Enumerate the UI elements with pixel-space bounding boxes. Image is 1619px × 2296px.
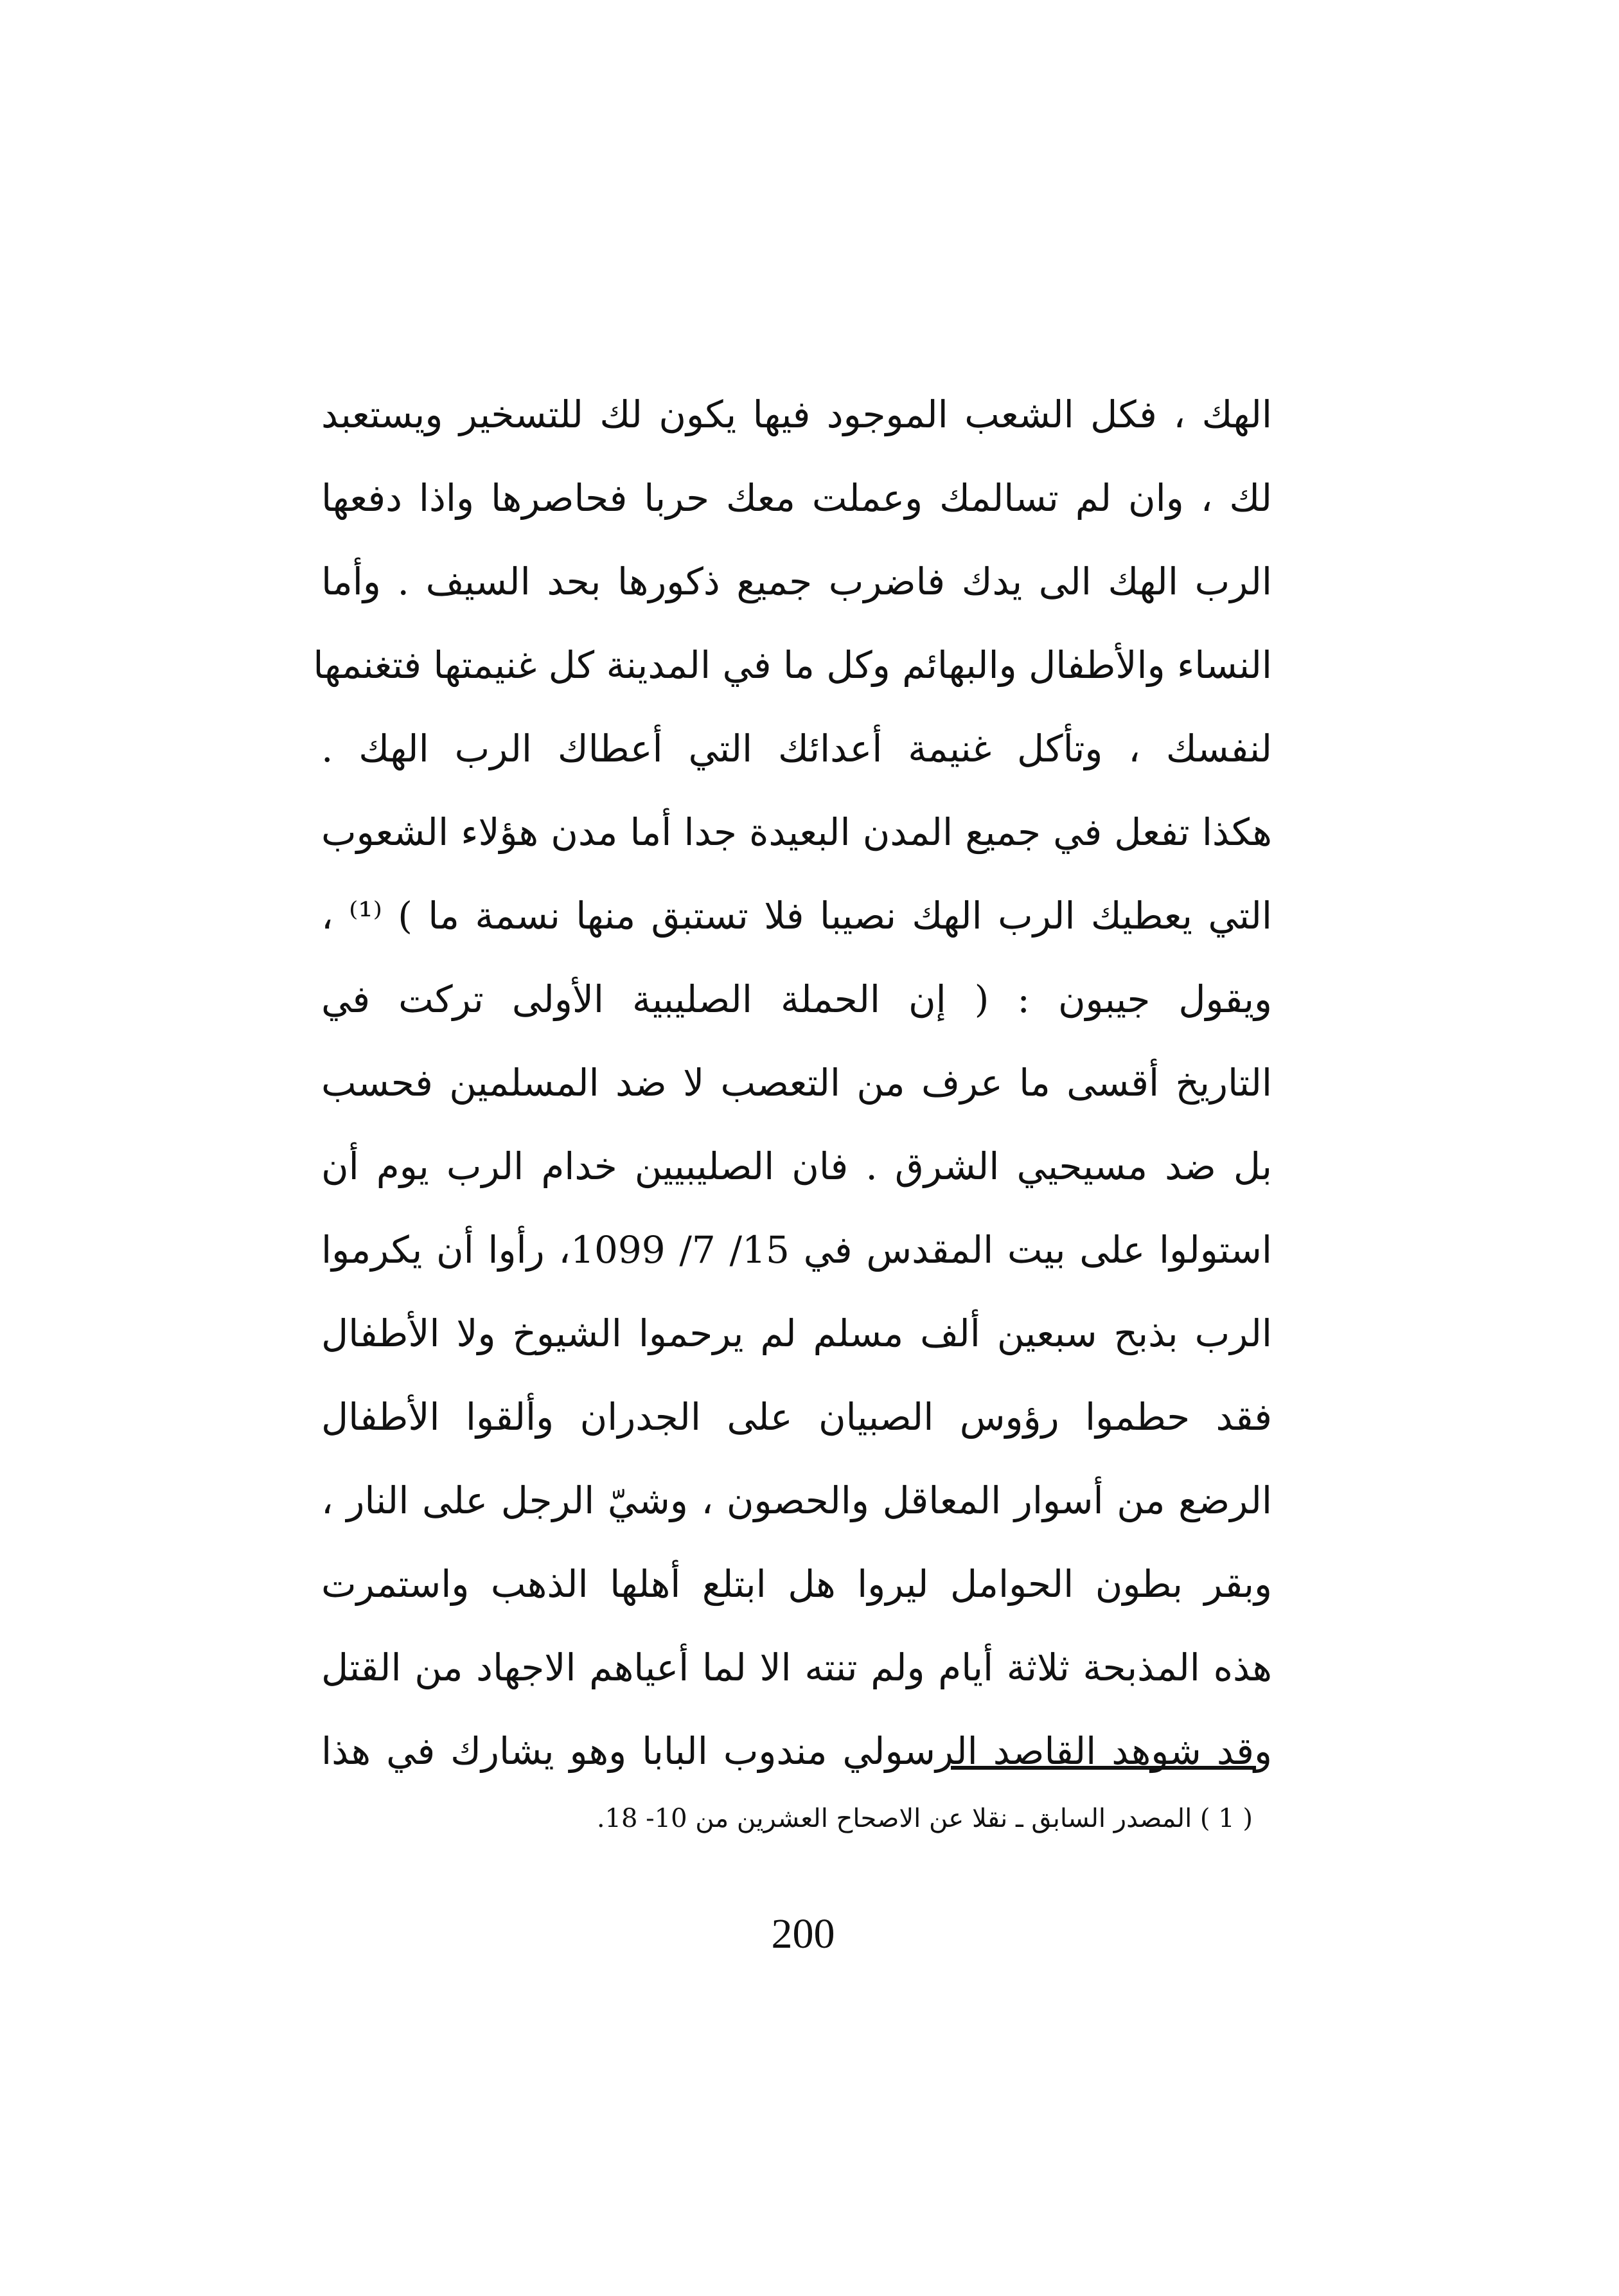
text-line: وقد شوهد القاصد الرسولي مندوب البابا وهو يشارك في هذا <box>321 1729 1272 1773</box>
text-line: لنفسك ، وتأكل غنيمة أعدائك التي أعطاك الرب الهك . <box>321 727 1272 770</box>
text-line: الرب الهك الى يدك فاضرب جميع ذكورها بحد السيف . وأما <box>321 560 1272 603</box>
body-text <box>313 373 1272 1793</box>
text-line: النساء والأطفال والبهائم وكل ما في المدينة كل غنيمتها فتغنمها <box>313 643 1272 687</box>
page-number: 200 <box>771 1910 835 1957</box>
text-line: الرضع من أسوار المعاقل والحصون ، وشيّ الرجل على النار ، <box>321 1479 1272 1522</box>
footnote: ( 1 ) المصدر السابق ـ نقلا عن الاصحاح العشرين من 10- 18. <box>596 1804 1253 1833</box>
text-line: التي يعطيك الرب الهك نصيبا فلا تستبق منها نسمة ما ) ⁽¹⁾ ، <box>321 894 1272 938</box>
text-line: هذه المذبحة ثلاثة أيام ولم تنته الا لما أعياهم الاجهاد من القتل <box>321 1646 1272 1689</box>
text-line: فقد حطموا رؤوس الصبيان على الجدران وألقوا الأطفال <box>321 1395 1272 1439</box>
text-line: لك ، وان لم تسالمك وعملت معك حربا فحاصرها واذا دفعها <box>321 476 1272 520</box>
text-line: ويقول جيبون : ( إن الحملة الصليبية الأولى تركت في <box>321 977 1272 1021</box>
footnote-divider <box>951 1766 1256 1770</box>
text-line: وبقر بطون الحوامل ليروا هل ابتلع أهلها الذهب واستمرت <box>321 1562 1272 1606</box>
text-line: الرب بذبح سبعين ألف مسلم لم يرحموا الشيوخ ولا الأطفال <box>321 1312 1272 1355</box>
text-line: التاريخ أقسى ما عرف من التعصب لا ضد المسلمين فحسب <box>321 1061 1272 1105</box>
text-line: هكذا تفعل في جميع المدن البعيدة جدا أما مدن هؤلاء الشعوب <box>321 810 1272 854</box>
text-line: استولوا على بيت المقدس في 15/ 7/ 1099، رأوا أن يكرموا <box>321 1228 1272 1272</box>
text-line: بل ضد مسيحيي الشرق . فان الصليبيين خدام الرب يوم أن <box>321 1144 1272 1188</box>
text-line: الهك ، فكل الشعب الموجود فيها يكون لك للتسخير ويستعبد <box>321 393 1272 436</box>
